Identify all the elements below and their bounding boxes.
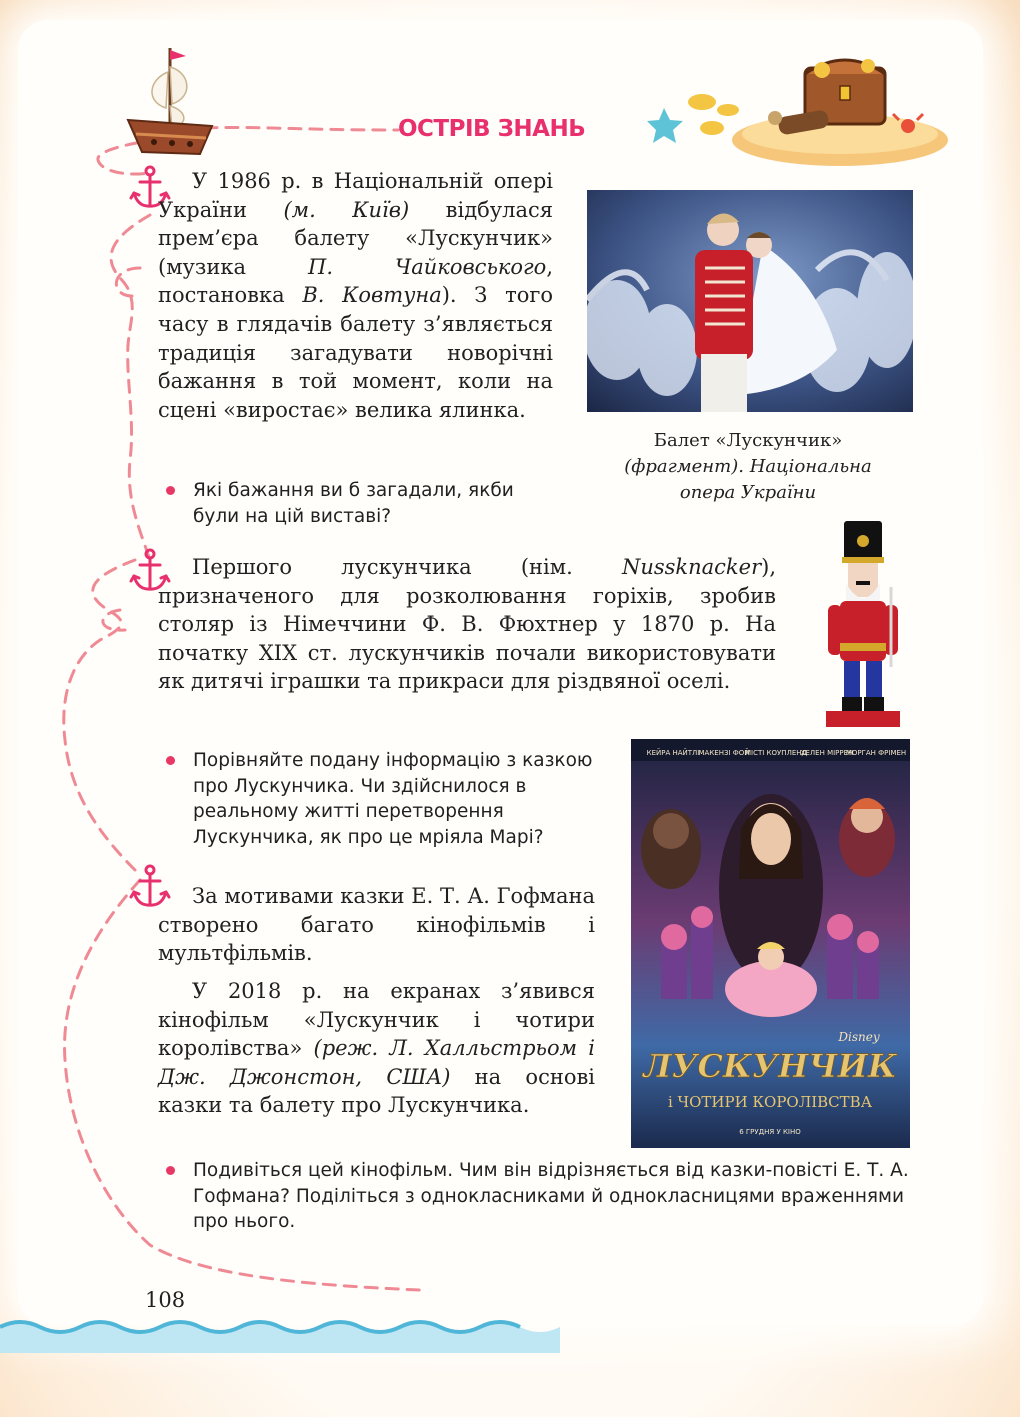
italic-run: Nussknacker	[621, 555, 762, 579]
question-item	[193, 478, 563, 529]
italic-run: (реж. Л. Халльстрьом і Дж. Джонстон, США)	[158, 1036, 595, 1089]
nutcracker-toy-image	[820, 517, 906, 730]
text-run: Першого лускунчика (нім.	[192, 555, 622, 579]
paragraph-films	[158, 882, 595, 968]
poster-actor: ХЕЛЕН МІРРЕН	[800, 749, 854, 757]
poster-actor: КЕЙРА НАЙТЛІ	[646, 749, 700, 757]
poster-title: ЛУСКУНЧИК	[643, 1047, 897, 1085]
paragraph-2018-film	[158, 977, 595, 1120]
question-text: Які бажання ви б загадали, якби були на цій виставі?	[193, 480, 514, 527]
question-item	[193, 748, 598, 850]
text-run: відбулася прем’єра балету «Лускунчик» (музика	[158, 197, 553, 279]
paragraph-ballet-premiere	[158, 167, 553, 424]
poster-actor: МІСТІ КОУПЛЕНД	[745, 749, 807, 757]
ballet-photo-caption	[598, 428, 898, 506]
bullet-icon	[166, 486, 175, 495]
text-run: У 1986 р. в Національній опері України	[158, 169, 553, 222]
poster-subtitle: і ЧОТИРИ КОРОЛІВСТВА	[667, 1093, 873, 1111]
italic-run: В. Ковтуна	[302, 283, 442, 308]
question-text: Порівняйте подану інформацію з казкою про Лускунчика. Чи здійснилося в реальному житті перетворення Лускунчика, як про це мріяла Марі?	[193, 750, 593, 848]
poster-actor: МОРГАН ФРІМЕН	[845, 749, 907, 757]
question-item	[193, 1158, 923, 1235]
bullet-icon	[166, 756, 175, 765]
text-run: За мотивами казки Е. Т. А. Гофмана створено багато кінофільмів і мультфільмів.	[158, 884, 595, 966]
section-title: ОСТРІВ ЗНАНЬ	[398, 116, 586, 142]
text-run: ), призначеного для розколювання горіхів, зробив столяр із Німеччини Ф. В. Фюхтнер у 1870 р. На початку XIX ст. лускунчиків почали використовувати як дитячі іграшки та прикраси для різдвяної оселі.	[158, 555, 776, 694]
waves-decoration	[0, 1313, 560, 1353]
pirate-ship-icon	[120, 42, 220, 162]
ballet-photo	[587, 190, 913, 412]
paragraph-first-nutcracker	[158, 553, 776, 696]
text-run: , постановка	[158, 254, 554, 308]
caption-line-italic: (фрагмент). Національна опера України	[624, 456, 872, 503]
poster-release-date: 6 ГРУДНЯ У КІНО	[739, 1128, 801, 1136]
text-run: ). З того часу в глядачів балету з’являється традиція загадувати новорічні бажання в той момент, коли на сцені «виростає» велика ялинка.	[158, 283, 553, 422]
caption-line-title: Балет «Лускунчик»	[653, 430, 843, 451]
italic-run: (м. Київ)	[283, 197, 410, 222]
poster-actor: МАКЕНЗІ ФОЙ	[698, 749, 750, 757]
page-number: 108	[145, 1288, 186, 1312]
question-text: Подивіться цей кінофільм. Чим він відрізняється від казки-повісті Е. Т. А. Гофмана? Поділіться з однокласниками й однокласницями враженнями про нього.	[193, 1160, 909, 1232]
movie-poster	[631, 739, 910, 1148]
italic-run: П. Чайковського	[308, 254, 547, 279]
text-run: на основі казки та балету про Лускунчика.	[158, 1064, 596, 1118]
bullet-icon	[166, 1166, 175, 1175]
poster-brand: Disney	[838, 1030, 880, 1044]
treasure-island-icon	[640, 40, 950, 170]
text-run: У 2018 р. на екранах з’явився кінофільм «Лускунчик і чотири королівства»	[158, 979, 595, 1061]
